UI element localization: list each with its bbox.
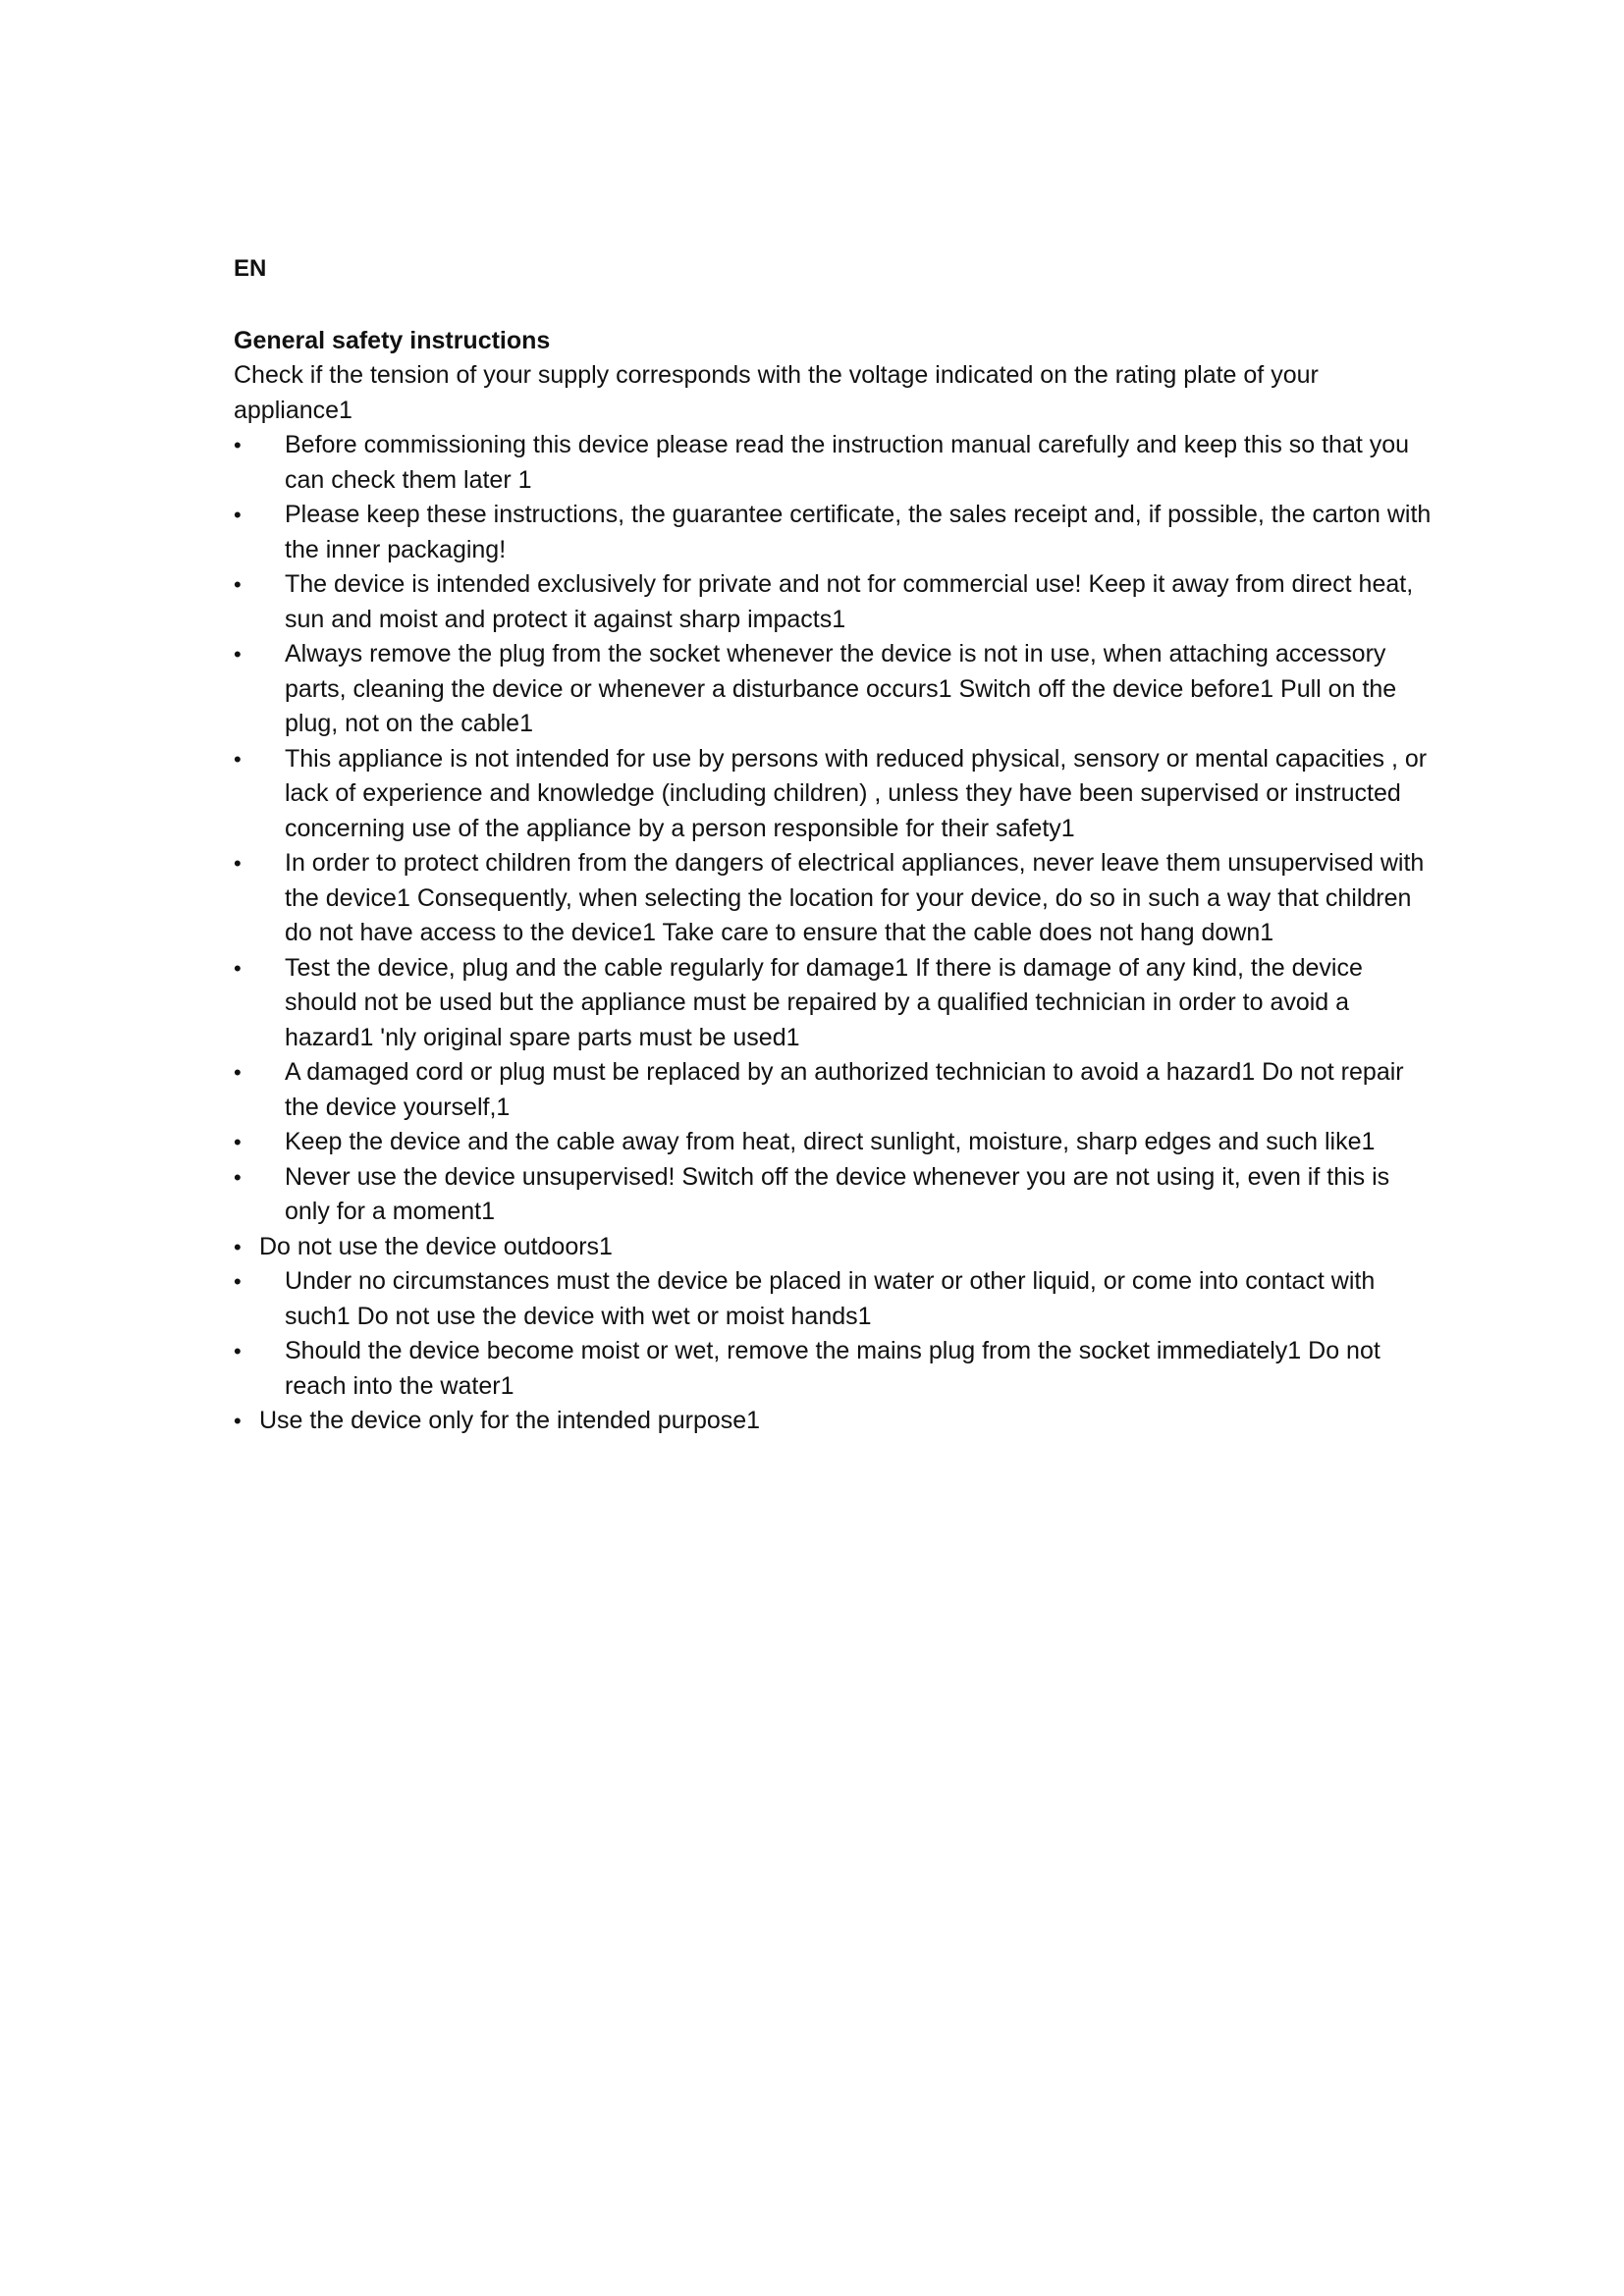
section-heading: General safety instructions [234,327,551,354]
safety-section [234,323,1432,1439]
list-item-text: Test the device, plug and the cable regularly for damage1 If there is damage of any kind, the device should not be used but the appliance must be repaired by a qualified technician in order to avoid a hazard1 'nly original spare parts must be used1 [285,953,1363,1051]
list-item [234,846,1425,951]
bullet-icon: • [234,1060,242,1085]
list-item [234,1230,1412,1265]
language-code: EN [234,255,267,282]
bullet-icon: • [234,955,242,981]
bullet-icon: • [234,1130,242,1154]
intro-paragraph: Check if the tension of your supply corresponds with the voltage indicated on the rating plate of your appliance1 [234,361,1319,424]
bullet-icon: • [234,503,242,527]
list-item-text: Should the device become moist or wet, remove the mains plug from the socket immediately1 Do not reach into the water1 [285,1337,1380,1400]
list-item [234,742,1428,847]
list-item-text: The device is intended exclusively for private and not for commercial use! Keep it away from direct heat, sun and moist and protect it against sharp impacts1 [285,570,1414,633]
list-item-text: Keep the device and the cable away from heat, direct sunlight, moisture, sharp edges and such like1 [285,1128,1376,1155]
list-item-text: Do not use the device outdoors1 [259,1232,613,1260]
list-item [234,1334,1412,1404]
list-item [234,498,1432,567]
bullet-icon: • [234,1269,242,1294]
bullet-icon: • [234,433,242,457]
list-item-text: This appliance is not intended for use by persons with reduced physical, sensory or mental capacities , or lack of experience and knowledge (including children) , unless they have been supervised or instructed concerning use of the appliance by a person responsible for their safety1 [285,744,1428,842]
bullet-icon: • [234,1234,242,1259]
list-item [234,428,1412,498]
list-item-text: Under no circumstances must the device be placed in water or other liquid, or come into contact with such1 Do not use the device with wet or moist hands1 [285,1267,1376,1330]
list-item-text: In order to protect children from the dangers of electrical appliances, never leave them unsupervised with the device1 Consequently, when selecting the location for your device, do so in such a way that children do not have access to the device1 Take care to ensure that the cable does not hang down1 [285,849,1425,946]
safety-list [234,428,1432,1439]
bullet-icon: • [234,1164,242,1190]
list-item-text: Always remove the plug from the socket whenever the device is not in use, when attaching accessory parts, cleaning the device or whenever a disturbance occurs1 Switch off the device before1 Pull on the plug, not on the cable1 [285,640,1397,737]
list-item [234,1125,1412,1160]
bullet-icon: • [234,642,242,667]
bullet-icon: • [234,851,242,876]
list-item [234,1055,1412,1125]
list-item-text: Please keep these instructions, the guarantee certificate, the sales receipt and, if possible, the carton with the inner packaging! [285,501,1432,563]
bullet-icon: • [234,1409,242,1433]
list-item-text: Use the device only for the intended purpose1 [259,1407,761,1434]
bullet-icon: • [234,572,242,597]
list-item-text: Before commissioning this device please read the instruction manual carefully and keep this so that you can check them later 1 [285,431,1410,494]
list-item [234,1404,1412,1439]
list-item-text: A damaged cord or plug must be replaced by an authorized technician to avoid a hazard1 Do not repair the device yourself,1 [285,1058,1404,1121]
list-item [234,951,1412,1056]
list-item [234,1160,1412,1230]
list-item-text: Never use the device unsupervised! Switch off the device whenever you are not using it, even if this is only for a moment1 [285,1162,1390,1225]
list-item [234,637,1412,742]
list-item [234,567,1412,637]
bullet-icon: • [234,1339,242,1363]
list-item [234,1264,1412,1334]
bullet-icon: • [234,746,242,772]
